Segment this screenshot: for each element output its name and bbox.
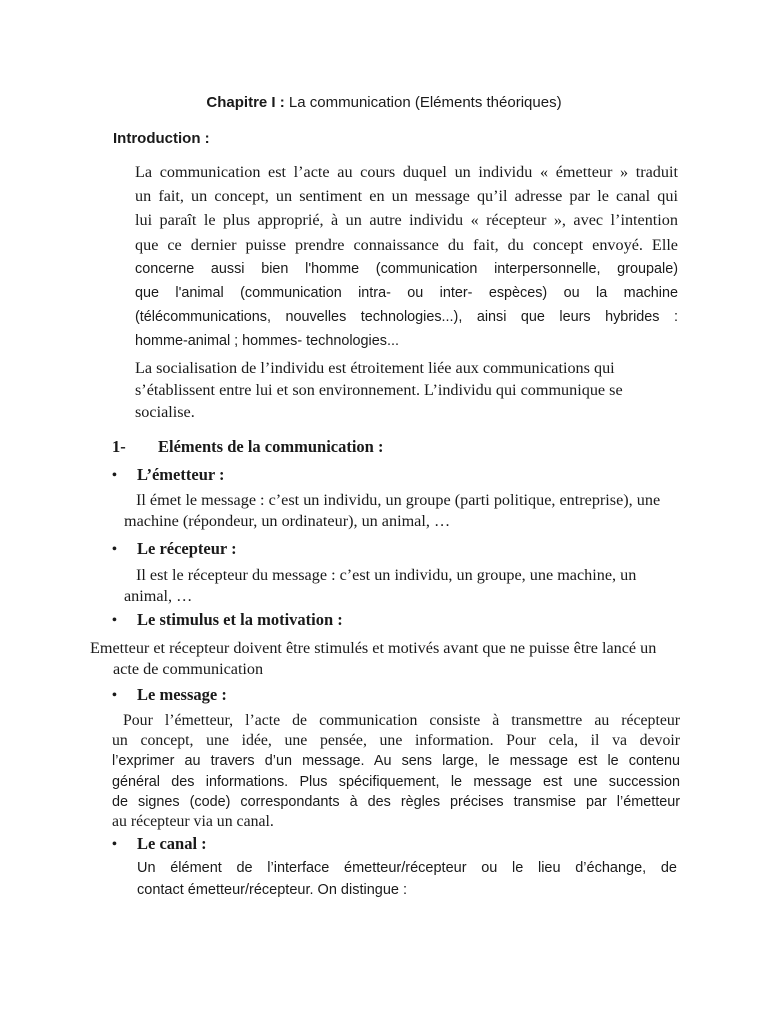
paragraph-line: Pour l’émetteur, l’acte de communication consiste à transmettre au récepteur [123,712,680,729]
chapter-title [0,94,768,111]
bullet-dot-icon: • [112,613,117,628]
bullet-stimulus-label: Le stimulus et la motivation : [137,610,343,629]
section-title: Eléments de la communication : [158,437,384,456]
introduction-heading: Introduction : [113,130,210,147]
section-heading-elements [112,437,383,457]
paragraph-line: un fait, un concept, un sentiment en un message qu’il adresse par le canal qui [135,187,678,206]
paragraph-line: au récepteur via un canal. [112,813,274,831]
paragraph-line: homme-animal ; hommes- technologies... [135,333,399,350]
bullet-recepteur [112,539,237,559]
paragraph-line: Un élément de l’interface émetteur/récepteur ou le lieu d’échange, de [137,860,677,876]
emetteur-text: Il émet le message : c’est un individu, un groupe (parti politique, entreprise), une machine (répondeur, un ordinateur), un animal, … [124,491,661,530]
bullet-recepteur-label: Le récepteur : [137,539,237,558]
bullet-message-label: Le message : [137,685,227,704]
introduction-paragraph-1 [135,160,678,354]
paragraph-line: (télécommunications, nouvelles technologies...), ainsi que leurs hybrides : [135,309,678,326]
bullet-dot-icon: • [112,837,117,852]
paragraph-line: général des informations. Plus spécifiquement, le message est une succession [112,773,680,790]
bullet-dot-icon: • [112,468,117,483]
paragraph-line: concerne aussi bien l'homme (communication interpersonnelle, groupale) [135,260,678,277]
paragraph-line: contact émetteur/récepteur. On distingue : [137,882,408,898]
bullet-stimulus [112,610,343,630]
recepteur-text: Il est le récepteur du message : c’est un individu, un groupe, une machine, un animal, … [124,566,637,605]
paragraph-line: lui paraît le plus approprié, à un autre individu « récepteur », avec l’intention [135,211,678,230]
paragraph-line: un concept, une idée, une pensée, une information. Pour cela, il va devoir [112,732,680,750]
bullet-canal-label: Le canal : [137,834,207,853]
paragraph-line: l’exprimer au travers d’un message. Au sens large, le message est le contenu [112,753,680,770]
bullet-message [112,685,227,705]
message-text [112,711,680,832]
chapter-title-prefix: Chapitre I : [206,94,285,111]
chapter-title-text: La communication (Eléments théoriques) [284,94,562,111]
stimulus-text: Emetteur et récepteur doivent être stimulés et motivés avant que ne puisse être lancé un acte de communication [90,639,657,678]
bullet-emetteur [112,465,225,485]
bullet-dot-icon: • [112,688,117,703]
bullet-canal [112,834,207,854]
introduction-paragraph-2: La socialisation de l’individu est étroitement liée aux communications qui s’établissent entre lui et son environnement. L’individu qui communique se socialise. [135,359,623,421]
section-number: 1- [112,437,126,456]
bullet-dot-icon: • [112,542,117,557]
paragraph-line: que ce dernier puisse prendre connaissance du fait, du concept envoyé. Elle [135,235,678,254]
paragraph-line: La communication est l’acte au cours duquel un individu « émetteur » traduit [135,163,678,181]
paragraph-line: de signes (code) correspondants à des règles précises transmise par l’émetteur [112,793,680,810]
paragraph-line: que l'animal (communication intra- ou inter- espèces) ou la machine [135,285,678,302]
canal-text [137,857,677,901]
bullet-emetteur-label: L’émetteur : [137,465,225,484]
